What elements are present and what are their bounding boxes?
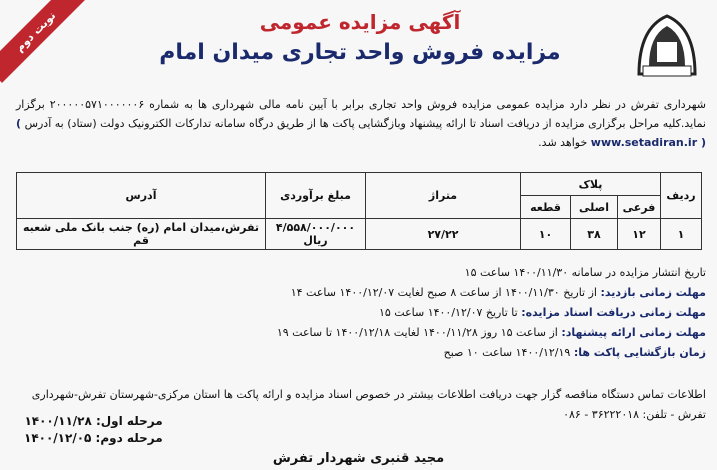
visit-line (16, 283, 706, 303)
badge-ribbon: نوبت دوم (0, 0, 87, 83)
offer-label: مهلت زمانی ارائه پیشنهاد: (561, 326, 706, 339)
stage-one: مرحله اول: ۱۴۰۰/۱۱/۲۸ (24, 414, 163, 428)
offer-line (16, 323, 706, 343)
cell-asli: ۳۸ (571, 219, 618, 250)
mayor-signature: مجید قنبری شهردار تفرش (272, 451, 445, 466)
cell-address: تفرش،میدان امام (ره) جنب بانک ملی شعبه قم (17, 219, 266, 250)
publish-date: تاریخ انتشار مزایده در سامانه ۱۴۰۰/۱۱/۳۰ ساعت ۱۵ (464, 266, 706, 279)
offer-text: از ساعت ۱۵ روز ۱۴۰۰/۱۱/۲۸ لغایت ۱۴۰۰/۱۲/۱۸ تا ساعت ۱۹ (276, 326, 558, 339)
table-row (17, 219, 702, 250)
property-table (16, 172, 702, 250)
col-ghete: قطعه (521, 196, 571, 219)
col-plak: پلاک (521, 173, 661, 196)
col-address: آدرس (17, 173, 266, 219)
stage-two: مرحله دوم: ۱۴۰۰/۱۲/۰۵ (24, 431, 163, 445)
dates-block (16, 263, 706, 363)
docs-line (16, 303, 706, 323)
title-red: آگهی مزایده عمومی (259, 10, 461, 34)
title-blue: مزایده فروش واحد تجاری میدان امام (159, 40, 561, 65)
open-line (16, 343, 706, 363)
open-text: ۱۴۰۰/۱۲/۱۹ ساعت ۱۰ صبح (443, 346, 571, 359)
visit-label: مهلت زمانی بازدید: (600, 286, 706, 299)
cell-row: ۱ (661, 219, 702, 250)
col-metraj: متراژ (366, 173, 521, 219)
col-row: ردیف (661, 173, 702, 219)
col-asli: اصلی (571, 196, 618, 219)
docs-label: مهلت زمانی دریافت اسناد مزایده: (521, 306, 706, 319)
cell-price: ۴/۵۵۸/۰۰۰/۰۰۰ ریال (266, 219, 366, 250)
visit-text: از تاریخ ۱۴۰۰/۱۱/۳۰ از ساعت ۸ صبح لغایت ۱۴۰۰/۱۲/۰۷ ساعت ۱۴ (290, 286, 597, 299)
cell-ghete: ۱۰ (521, 219, 571, 250)
municipality-logo (633, 8, 701, 80)
intro-text: شهرداری تفرش در نظر دارد مزایده عمومی مزایده فروش واحد تجاری برابر با آیین نامه مالی شهرداری ها به شماره ۲۰۰۰۰۰۵۷۱۰۰۰۰۰۰۶ برگزار نماید.کلیه مراحل برگزاری مزایده از دریافت اسناد تا ارائه پیشنهاد وبازگشایی پاکت ها از طریق درگاه سامانه تدارکات الکترونیک دولت (ستاد) به آدرس (16, 98, 707, 130)
contact-info: اطلاعات تماس دستگاه مناقصه گزار جهت دریافت اطلاعات بیشتر در خصوص اسناد مزایده و ارائه پاکت ها استان مرکزی-شهرستان تفرش-شهرداری تفرش - تلفن: ۳۶۲۲۲۰۱۸ - ۰۸۶ (31, 388, 706, 421)
col-fari: فرعی (618, 196, 661, 219)
cell-metraj: ۲۷/۲۲ (366, 219, 521, 250)
stages-block (24, 413, 163, 447)
col-price: مبلغ برآوردی (266, 173, 366, 219)
cell-fari: ۱۲ (618, 219, 661, 250)
intro-end: خواهد شد. (538, 136, 588, 149)
intro-paragraph (16, 95, 706, 152)
setad-url: ( www.setadiran.ir ) (16, 117, 706, 149)
docs-text: تا تاریخ ۱۴۰۰/۱۲/۰۷ ساعت ۱۵ (378, 306, 518, 319)
open-label: زمان بازگشایی پاکت ها: (573, 346, 706, 359)
